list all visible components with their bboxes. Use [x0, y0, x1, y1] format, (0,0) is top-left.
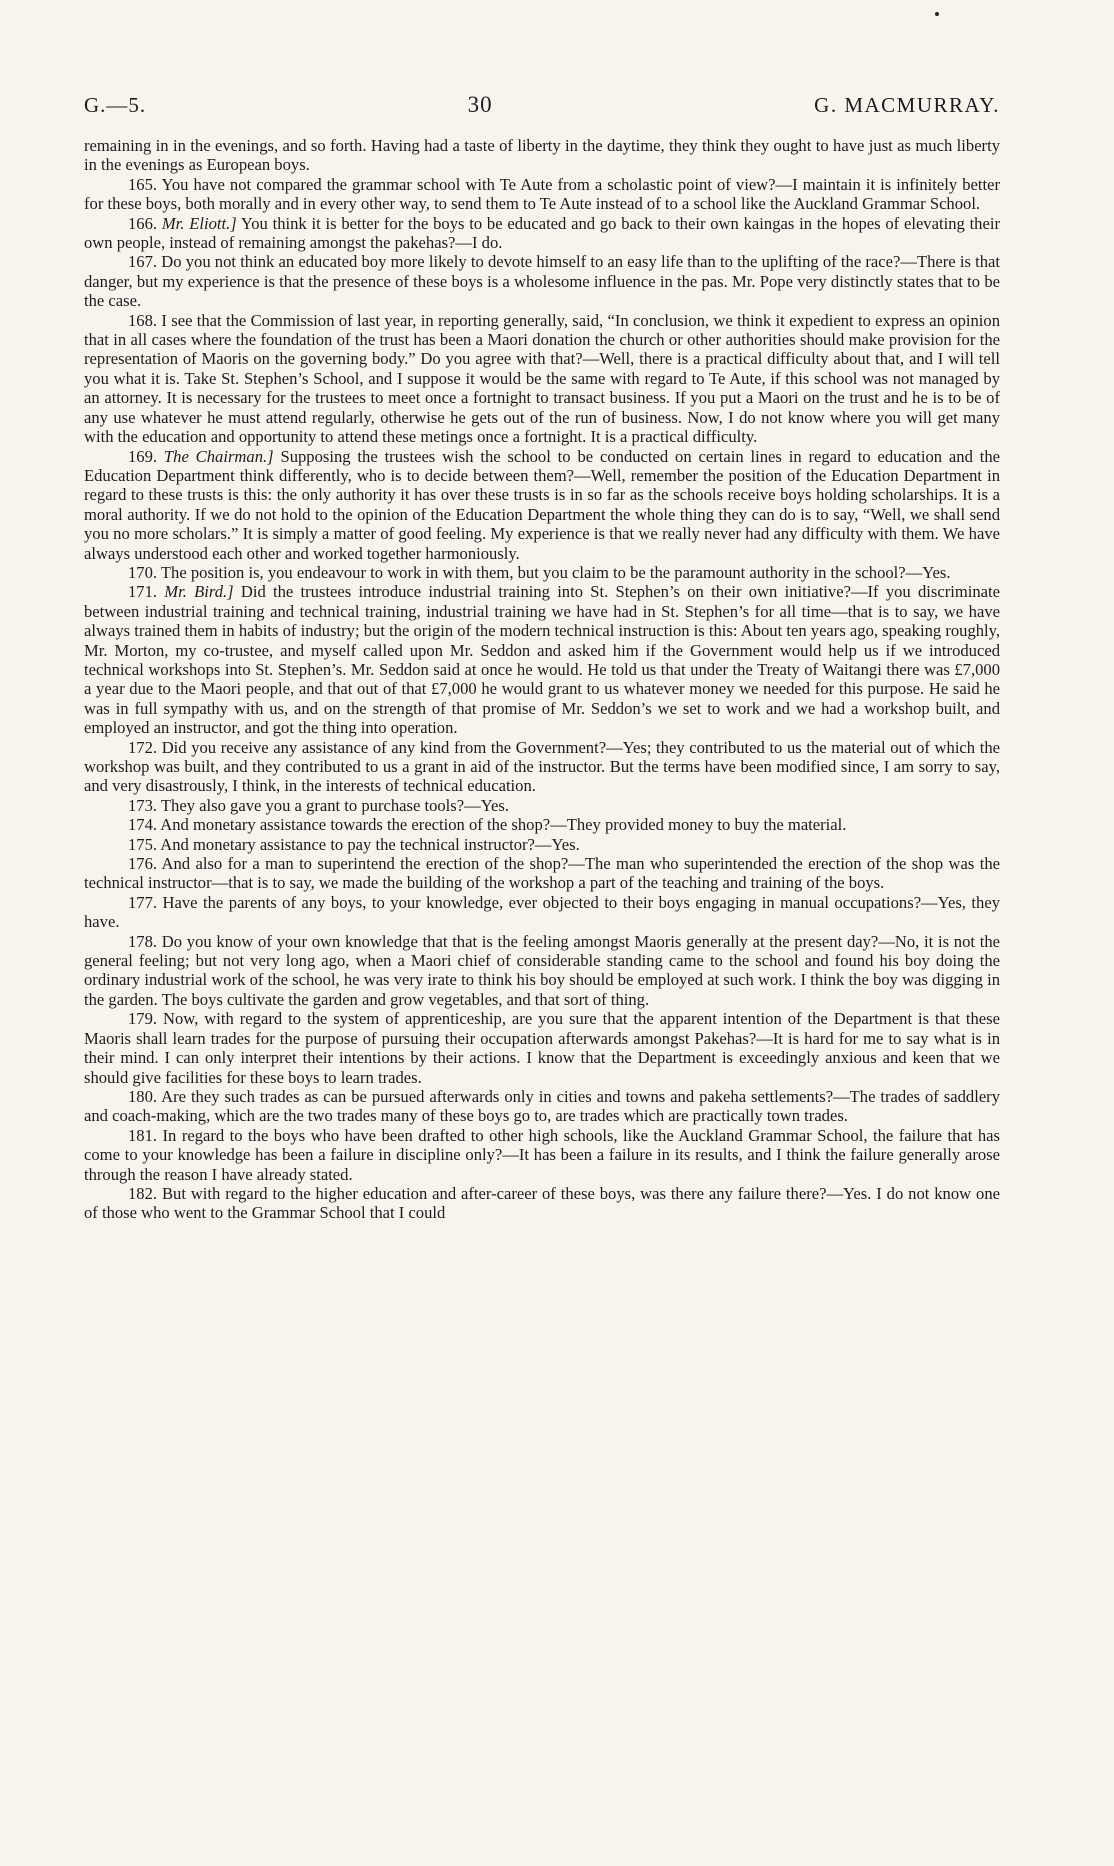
speaker-name: Mr. Eliott.] — [161, 213, 237, 233]
question-number: 165. — [128, 174, 158, 194]
question-number: 180. — [128, 1086, 158, 1106]
question-number: 171. — [128, 582, 158, 602]
question-number: 166. — [128, 213, 158, 233]
paragraph-text: They also gave you a grant to purchase tools?—Yes. — [160, 795, 509, 815]
question-number: 179. — [128, 1009, 158, 1029]
ink-speck — [935, 12, 939, 16]
paragraph-text: You have not compared the grammar school with Te Aute from a scholastic point of view?—I maintain it is infinitely better for these boys, both morally and in every other way, to send them to Te Aute instead of to a school like the Auckland Grammar School. — [84, 174, 1000, 214]
paragraph — [84, 214, 1000, 253]
paragraph-text: remaining in in the evenings, and so forth. Having had a taste of liberty in the daytime, they think they ought to have just as much liberty in the evenings as European boys. — [84, 136, 1000, 175]
paragraph-text: Did the trustees introduce industrial training into St. Stephen’s on their own initiative?—If you discriminate between industrial training and technical training, industrial training we have had in St. Stephen’s for all time—that is to say, we have always trained them in habits of industry; but the origin of the modern technical instruction is this: About ten years ago, speaking roughly, Mr. Morton, my co-trustee, and myself called upon Mr. Seddon and asked him if the Government would help us if we introduced technical workshops into St. Stephen’s. Mr. Seddon said at once he would. He told us that under the Treaty of Waitangi there was £7,000 a year due to the Maori people, and that out of that £7,000 he would grant to us whatever money we needed for this purpose. He said he was in full sympathy with us, and on the strength of that promise of Mr. Seddon’s we set to work and we had a workshop built, and employed an instructor, and got the thing into operation. — [84, 582, 1001, 738]
paragraph-text: And also for a man to superintend the erection of the shop?—The man who superintended the erection of the shop was the technical instructor—that is to say, we made the building of the workshop a part of the teaching and training of the boys. — [84, 854, 1000, 893]
paragraph — [84, 835, 1000, 854]
paragraph — [84, 1087, 1000, 1126]
witness-name: G. MACMURRAY. — [814, 93, 1000, 117]
question-number: 170. — [128, 562, 158, 582]
question-number: 181. — [128, 1125, 158, 1145]
paragraph-text: Are they such trades as can be pursued afterwards only in cities and towns and pakeha settlements?—The trades of saddlery and coach-making, which are the two trades many of these boys go to, are trades which are practically town trades. — [84, 1086, 1001, 1126]
question-number: 167. — [128, 252, 158, 272]
paragraph-text: Do you not think an educated boy more likely to devote himself to an easy life than to the uplifting of the race?—There is that danger, but my experience is that the presence of these boys is a wholesome influence in the pas. Mr. Pope very distinctly states that to be the case. — [84, 252, 1000, 311]
paragraph — [84, 932, 1000, 1010]
question-number: 182. — [128, 1183, 158, 1203]
question-number: 175. — [128, 834, 158, 854]
speaker-name: Mr. Bird.] — [164, 582, 234, 602]
question-number: 177. — [128, 892, 158, 912]
paragraph — [84, 1126, 1000, 1184]
paragraph — [84, 252, 1000, 310]
paragraph-text: In regard to the boys who have been drafted to other high schools, like the Auckland Grammar School, the failure that has come to your knowledge has been a failure in discipline only?—It has been a failure in its results, and I think the failure generally arose through the reason I have already stated. — [84, 1125, 1000, 1184]
paragraph-text: But with regard to the higher education and after-career of these boys, was there any failure there?—Yes. I do not know one of those who went to the Grammar School that I could — [84, 1183, 1000, 1223]
paragraph-text: Now, with regard to the system of apprenticeship, are you sure that the apparent intention of the Department is that these Maoris shall learn trades for the purpose of pursuing their occupation afterwards amongst Pakehas?—It is hard for me to say what is in their mind. I can only interpret their intentions by their actions. I know that the Department is exceedingly anxious and keen that we should give facilities for these boys to learn trades. — [84, 1009, 1000, 1087]
question-number: 178. — [128, 931, 158, 951]
paragraph — [84, 175, 1000, 214]
paragraph-text: I see that the Commission of last year, in reporting generally, said, “In conclusion, we think it expedient to express an opinion that in all cases where the foundation of the trust has been a Maori donation the church or other authorities should make provision for the representation of Maoris on the governing body.” Do you agree with that?—Well, there is a practical difficulty about that, and I will tell you what it is. Take St. Stephen’s School, and I suppose it would be the same with regard to Te Aute, if this school was not managed by an attorney. It is necessary for the trustees to meet once a fortnight to transact business. If you put a Maori on the trust and he is to be of any use whatever he must attend regularly, otherwise he gets out of the run of business. Now, I do not know where you will get many with the education and opportunity to attend these metings once a fortnight. It is a practical difficulty. — [84, 310, 1000, 447]
paper-reference: G.—5. — [84, 93, 147, 117]
paragraph-text: Did you receive any assistance of any kind from the Government?—Yes; they contributed to us the material out of which the workshop was built, and they contributed to us a grant in aid of the instructor. But the terms have been modified since, I am sorry to say, and very disastrously, I think, in the interests of technical education. — [84, 737, 1000, 796]
document-body — [84, 136, 1000, 1223]
paragraph — [84, 447, 1000, 563]
paragraph-text: Supposing the trustees wish the school to be conducted on certain lines in regard to education and the Education Department think differently, who is to decide between them?—Well, remember the position of the Education Department in regard to these trusts is this: the only authority it has over these trusts is in so far as the schools receive boys holding scholarships. It is a moral authority. If we do not hold to the opinion of the Education Department the whole thing they can do is to say, “Well, we shall send you no more scholars.” It is simply a matter of good feeling. My experience is that we really never had any difficulty with them. We have always understood each other and worked together harmoniously. — [84, 446, 1001, 563]
paragraph — [84, 815, 1000, 834]
paragraph — [84, 738, 1000, 796]
paragraph — [84, 1009, 1000, 1087]
paragraph — [84, 582, 1000, 737]
document-page — [84, 92, 1000, 1223]
question-number: 176. — [128, 854, 158, 874]
paragraph-text: And monetary assistance to pay the technical instructor?—Yes. — [160, 834, 580, 854]
question-number: 168. — [128, 310, 158, 330]
paragraph-text: Have the parents of any boys, to your knowledge, ever objected to their boys engaging in manual occupations?—Yes, they have. — [84, 892, 1000, 932]
question-number: 169. — [128, 446, 158, 466]
paragraph — [84, 563, 1000, 582]
question-number: 173. — [128, 795, 158, 815]
question-number: 172. — [128, 737, 158, 757]
paragraph — [84, 136, 1000, 175]
paragraph — [84, 1184, 1000, 1223]
paragraph — [84, 893, 1000, 932]
page-header — [84, 92, 1000, 118]
speaker-name: The Chairman.] — [163, 446, 274, 466]
paragraph — [84, 311, 1000, 447]
paragraph — [84, 796, 1000, 815]
question-number: 174. — [128, 815, 158, 835]
paragraph-text: The position is, you endeavour to work in with them, but you claim to be the paramount authority in the school?—Yes. — [160, 562, 951, 582]
paragraph — [84, 854, 1000, 893]
paragraph-text: Do you know of your own knowledge that that is the feeling amongst Maoris generally at the present day?—No, it is not the general feeling; but not very long ago, when a Maori chief of considerable standing came to the school and found his boy doing the ordinary industrial work of the school, he was very irate to think his boy should be employed at such work. I think the boy was digging in the garden. The boys cultivate the garden and grow vegetables, and that sort of thing. — [84, 931, 1000, 1009]
paragraph-text: And monetary assistance towards the erection of the shop?—They provided money to buy the material. — [160, 815, 847, 835]
page-number: 30 — [467, 92, 493, 117]
paragraph-text: You think it is better for the boys to be educated and go back to their own kaingas in the hopes of elevating their own people, instead of remaining amongst the pakehas?—I do. — [84, 213, 1000, 253]
